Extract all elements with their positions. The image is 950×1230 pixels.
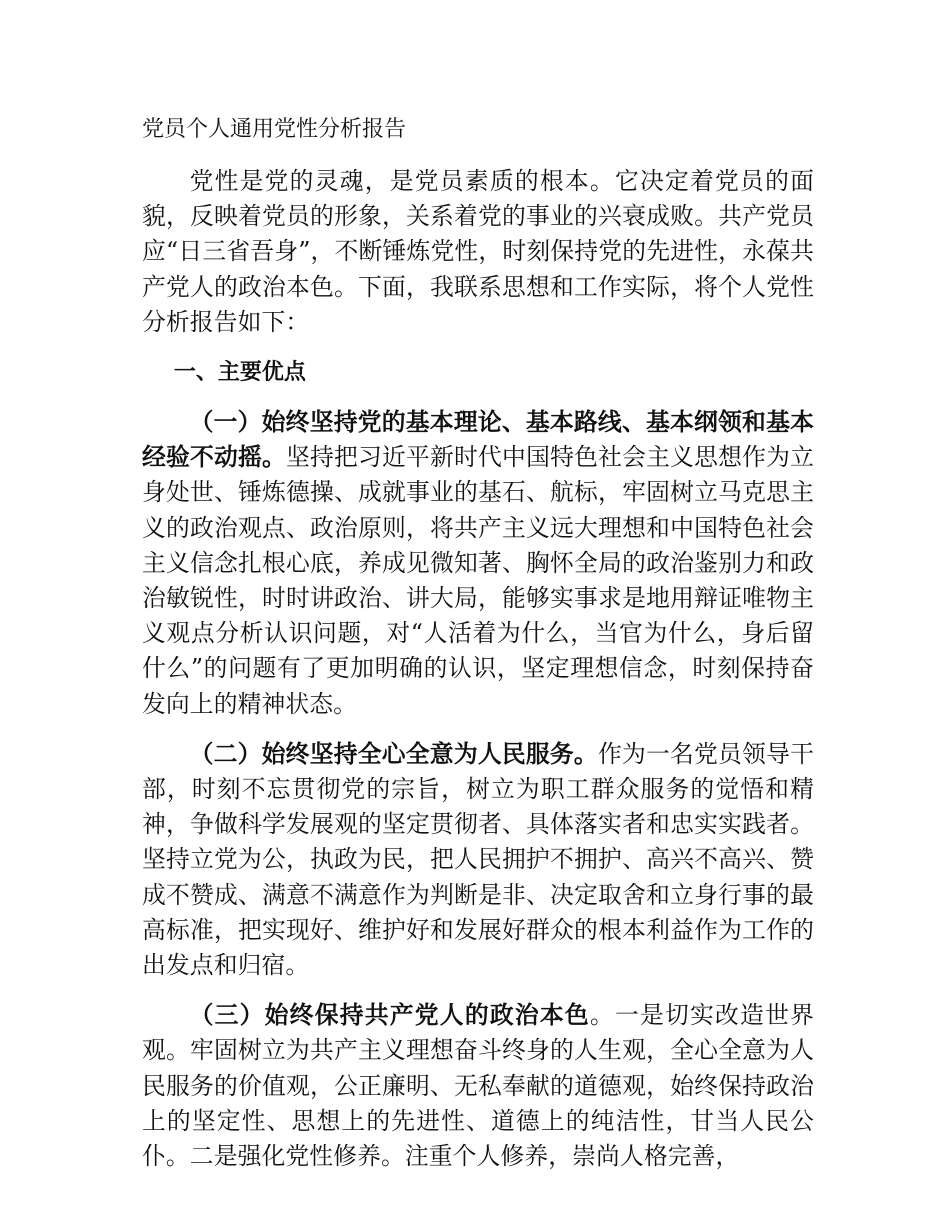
strength-body-1: 坚持把习近平新时代中国特色社会主义思想作为立身处世、锤炼德操、成就事业的基石、航标，牢固树立马克思主义的政治观点、政治原则，将共产主义远大理想和中国特色社会主义信念扎根心底，养成见微知著、胸怀全局的政治鉴别力和政治敏锐性，时时讲政治、讲大局，能够实事求是地用辩证唯物主义观点分析认识问题，对“人活着为什么，当官为什么，身后留什么”的问题有了更加明确的认识，坚定理想信念，时刻保持奋发向上的精神状态。 [142,443,814,718]
document-title: 党员个人通用党性分析报告 [142,117,407,142]
strength-paragraph-1 [142,405,814,722]
section-heading-strengths: 一、主要优点 [173,360,306,386]
intro-paragraph: 党性是党的灵魂，是党员素质的根本。它决定着党员的面貌，反映着党员的形象，关系着党的事业的兴衰成败。共产党员应“日三省吾身”，不断锤炼党性，时刻保持党的先进性，永葆共产党人的政治本色。下面，我联系思想和工作实际，将个人党性分析报告如下： [142,167,814,336]
strength-paragraph-3 [142,998,814,1174]
strength-lead-2: （二）始终坚持全心全意为人民服务。 [189,739,598,768]
strength-lead-3: （三）始终保持共产党人的政治本色 [189,1001,590,1030]
strength-paragraph-2 [142,737,814,983]
document-page [142,112,814,1189]
strength-body-3: 。一是切实改造世界观。牢固树立为共产主义理想奋斗终身的人生观，全心全意为人民服务的价值观，公正廉明、无私奉献的道德观，始终保持政治上的坚定性、思想上的先进性、道德上的纯洁性，甘当人民公仆。二是强化党性修养。注重个人修养，崇尚人格完善， [142,1001,814,1171]
strength-body-2: 作为一名党员领导干部，时刻不忘贯彻党的宗旨，树立为职工群众服务的觉悟和精神，争做科学发展观的坚定贯彻者、具体落实者和忠实实践者。坚持立党为公，执政为民，把人民拥护不拥护、高兴不高兴、赞成不赞成、满意不满意作为判断是非、决定取舍和立身行事的最高标准，把实现好、维护好和发展好群众的根本利益作为工作的出发点和归宿。 [142,739,814,980]
strength-lead-1: （一）始终坚持党的基本理论、基本路线、基本纲领和基本经验不动摇。 [142,408,814,472]
